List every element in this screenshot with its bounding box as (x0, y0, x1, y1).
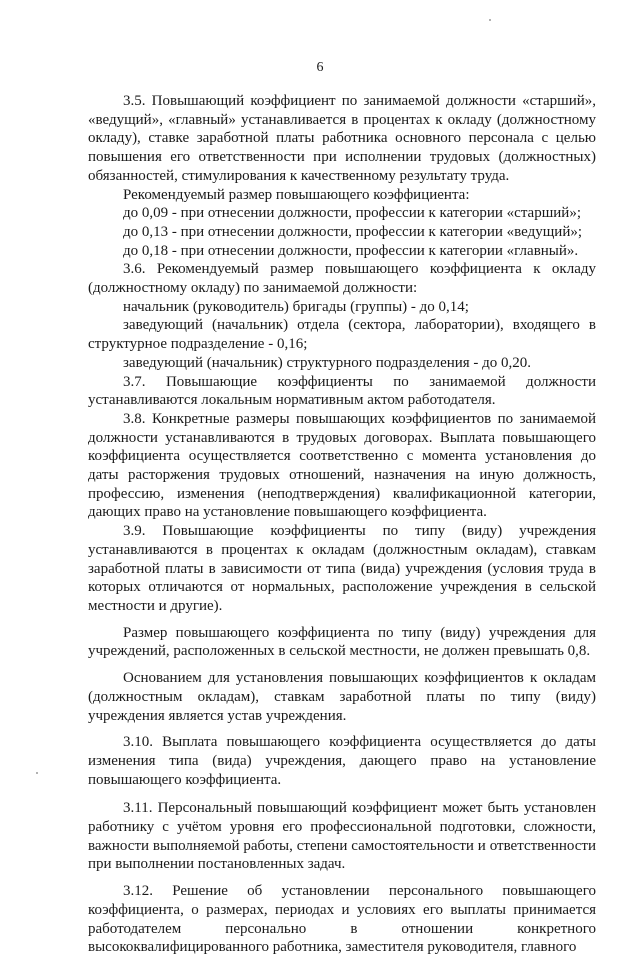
page-number: 6 (316, 60, 324, 75)
paragraph-3-10: 3.10. Выплата повышающего коэффициента осуществляется до даты изменения типа (вида) учреждения, дающего право на установление повышающего коэффициента. (88, 734, 596, 788)
scan-speck (36, 772, 38, 774)
scan-speck (489, 19, 491, 21)
paragraph-senior-category: до 0,09 - при отнесении должности, профессии к категории «старший»; (123, 205, 581, 222)
paragraph-brigade-head: начальник (руководитель) бригады (группы) - до 0,14; (123, 298, 469, 315)
paragraph-3-9: 3.9. Повышающие коэффициенты по типу (виду) учреждения устанавливаются в процентах к окладам (должностным окладам), ставкам заработной платы в зависимости от типа (вида) учреждения (условия труда в которых отличаются от нормальных, расположение учреждения в сельской местности и другие). (88, 523, 596, 614)
paragraph-3-7: 3.7. Повышающие коэффициенты по занимаемой должности устанавливаются локальным нормативным актом работодателя. (88, 373, 596, 409)
paragraph-leading-category: до 0,13 - при отнесении должности, профессии к категории «ведущий»; (123, 223, 583, 240)
paragraph-chief-category: до 0,18 - при отнесении должности, профессии к категории «главный». (123, 242, 579, 259)
document-body (88, 92, 596, 957)
paragraph-3-11: 3.11. Персональный повышающий коэффициент может быть установлен работнику с учётом уровня его профессиональной подготовки, сложности, важности выполняемой работы, степени самостоятельности и ответственности при выполнении постановленных задач. (88, 800, 596, 873)
paragraph-department-head: заведующий (начальник) отдела (сектора, лаборатории), входящего в структурное подразделение - 0,16; (88, 317, 596, 353)
paragraph-3-12: 3.12. Решение об установлении персонального повышающего коэффициента, о размерах, периодах и условиях его выплаты принимается работодателем персонально в отношении конкретного высококвалифицированного работника, заместителя руководителя, главного (88, 883, 596, 956)
paragraph-basis: Основанием для установления повышающих коэффициентов к окладам (должностным окладам), ставкам заработной платы по типу (виду) учреждения является устав учреждения. (88, 670, 596, 724)
paragraph-unit-head: заведующий (начальник) структурного подразделения - до 0,20. (123, 354, 532, 371)
paragraph-3-8: 3.8. Конкретные размеры повышающих коэффициентов по занимаемой должности устанавливаются в трудовых договорах. Выплата повышающего коэффициента осуществляется соответственно с момента установления до даты расторжения трудовых отношений, назначения на иную должность, профессию, изменения (неподтверждения) квалификационной категории, дающих право на установление повышающего коэффициента. (88, 410, 596, 521)
paragraph-3-5: 3.5. Повышающий коэффициент по занимаемой должности «старший», «ведущий», «главный» устанавливается в процентах к окладу (должностному окладу), ставке заработной платы работника основного персонала с целью повышения его ответственности при исполнении трудовых (должностных) обязанностей, стимулирования к качественному результату труда. (88, 93, 596, 184)
paragraph-3-6: 3.6. Рекомендуемый размер повышающего коэффициента к окладу (должностному окладу) по занимаемой должности: (88, 261, 596, 297)
paragraph-rural-limit: Размер повышающего коэффициента по типу (виду) учреждения для учреждений, расположенных в сельской местности, не должен превышать 0,8. (88, 624, 596, 660)
paragraph-recommended-size: Рекомендуемый размер повышающего коэффициента: (123, 186, 470, 203)
